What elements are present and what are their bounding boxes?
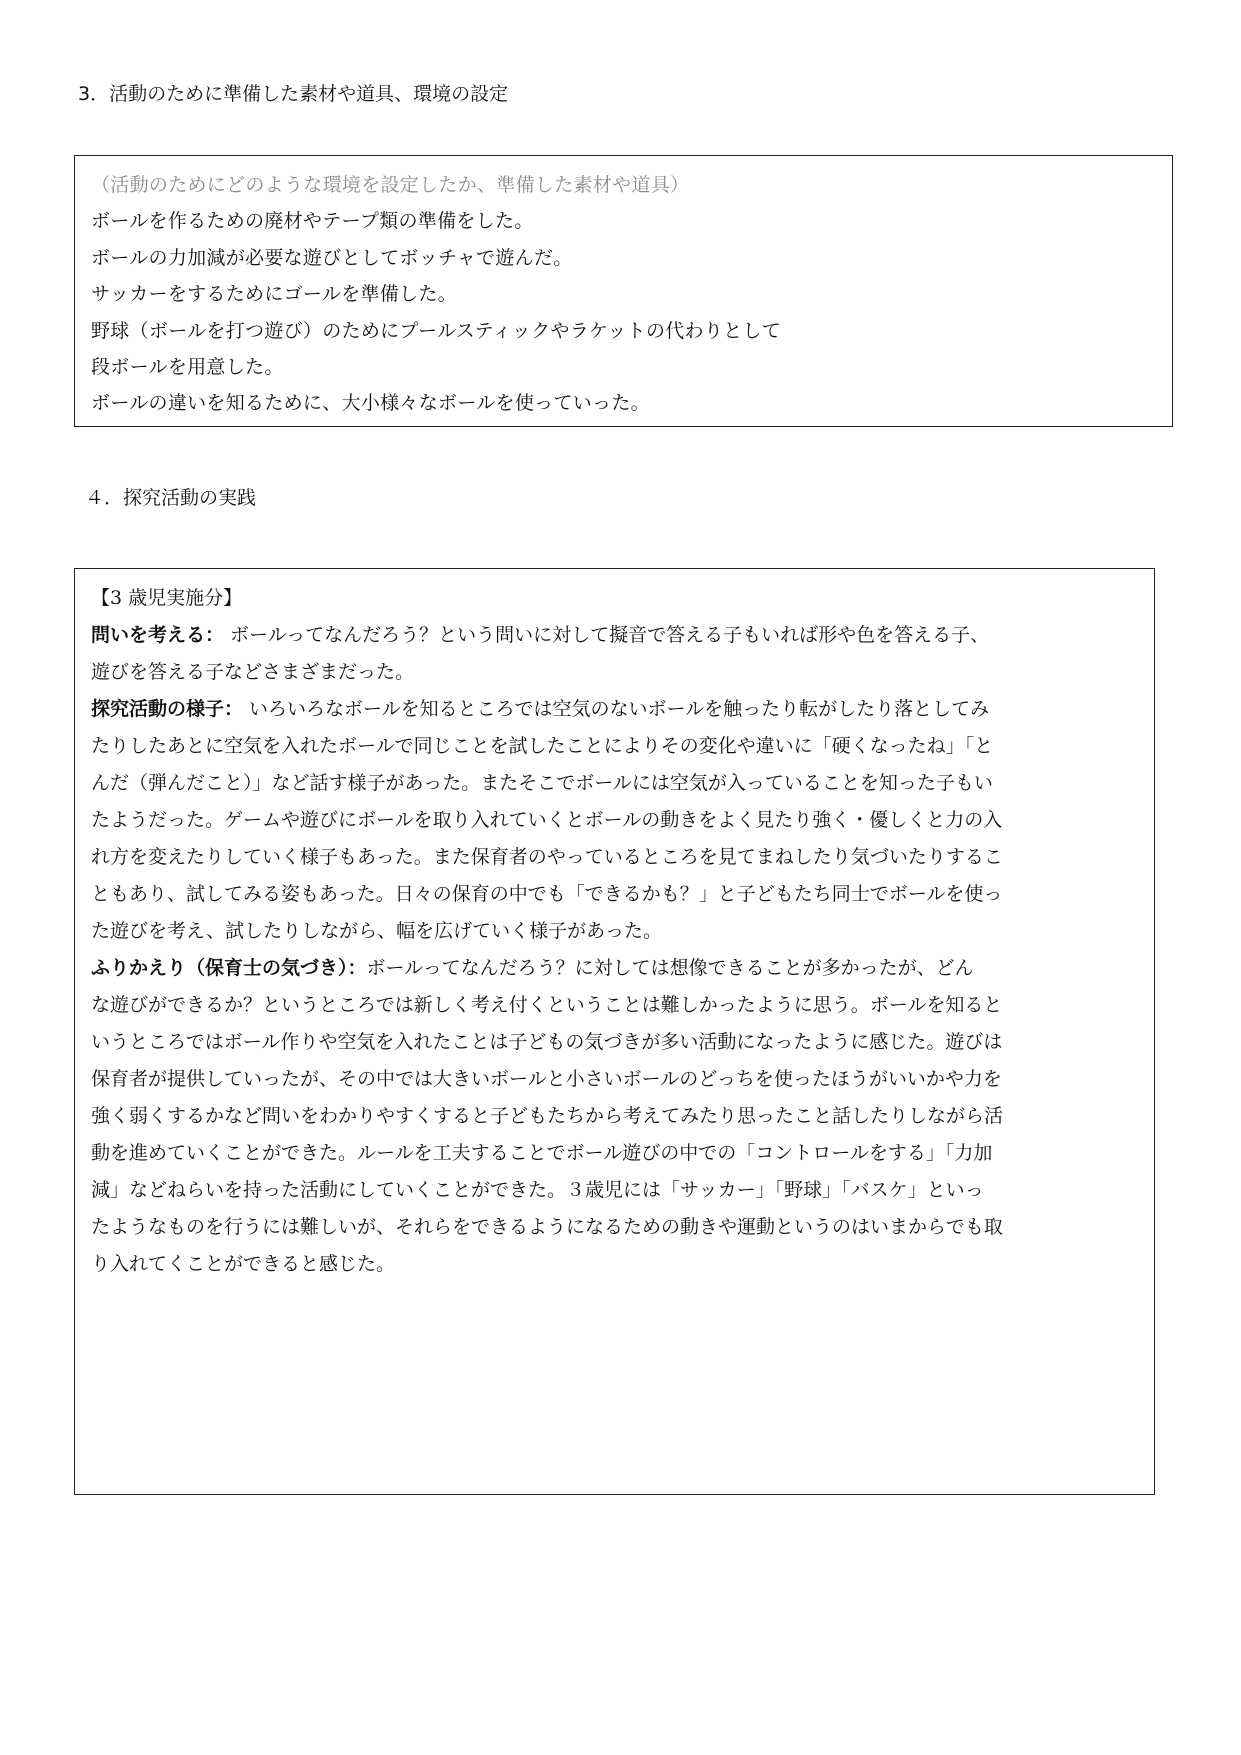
question-text: ボールってなんだろう？という問いに対して擬音で答える子もいれば形や色を答える子、 <box>224 624 990 646</box>
reflection-line: 保育者が提供していったが、その中では大きいボールと小さいボールのどっちを使ったほうがいいかや力を <box>91 1068 1002 1090</box>
materials-line: ボールの力加減が必要な遊びとしてボッチャで遊んだ。 <box>91 246 573 269</box>
materials-hint: （活動のためにどのような環境を設定したか、準備した素材や道具） <box>91 174 690 196</box>
reflection-line: いうところではボール作りや空気を入れたことは子どもの気づきが多い活動になったように感じた。遊びは <box>91 1031 1003 1053</box>
section-3-heading: 3．活動のために準備した素材や道具、環境の設定 <box>78 83 509 105</box>
question-label: 問いを考える： <box>91 624 225 646</box>
section-4-heading: ４．探究活動の実践 <box>85 487 257 509</box>
age-group-subheading: 【3 歳児実施分】 <box>91 587 243 609</box>
activity-line: れ方を変えたりしていく様子もあった。また保育者のやっているところを見てまねしたり気づいたりするこ <box>91 846 1003 868</box>
reflection-line: 動を進めていくことができた。ルールを工夫することでボール遊びの中での「コントロールをする」「力加 <box>91 1142 993 1164</box>
reflection-text: ボールってなんだろう？に対しては想像できることが多かったが、どん <box>366 957 974 979</box>
reflection-line: 強く弱くするかなど問いをわかりやすくすると子どもたちから考えてみたり思ったこと話したりしながら活 <box>91 1105 1004 1127</box>
question-line <box>91 617 1142 654</box>
materials-line: ボールを作るための廃材やテープ類の準備をした。 <box>91 210 534 233</box>
practice-box <box>74 568 1155 1495</box>
reflection-line: たようなものを行うには難しいが、それらをできるようになるための動きや運動というのはいまからでも取 <box>91 1216 1003 1238</box>
reflection-line: 減」などねらいを持った活動にしていくことができた。３歳児には「サッカー」「野球」「バスケ」といっ <box>91 1179 984 1201</box>
activity-text: いろいろなボールを知るところでは空気のないボールを触ったり転がしたり落としてみ <box>243 698 990 720</box>
materials-line: ボールの違いを知るために、大小様々なボールを使っていった。 <box>91 392 650 415</box>
activity-line: ともあり、試してみる姿もあった。日々の保育の中でも「できるかも？」と子どもたち同士でボールを使っ <box>91 883 1003 905</box>
activity-line: んだ（弾んだこと）」など話す様子があった。またそこでボールには空気が入っていることを知った子もい <box>91 772 993 794</box>
reflection-line: な遊びができるか？というところでは新しく考え付くということは難しかったように思う。ボールを知ると <box>91 994 1003 1016</box>
activity-line <box>91 691 1142 728</box>
reflection-label: ふりかえり（保育士の気づき）： <box>91 957 367 979</box>
activity-label: 探究活動の様子： <box>91 698 244 720</box>
materials-box <box>74 155 1173 427</box>
materials-line: 段ボールを用意した。 <box>91 356 284 379</box>
question-line: 遊びを答える子などさまざまだった。 <box>91 661 415 683</box>
activity-line: たりしたあとに空気を入れたボールで同じことを試したことによりその変化や違いに「硬くなったね」「と <box>91 735 994 757</box>
reflection-line: り入れてくことができると感じた。 <box>91 1253 396 1275</box>
materials-line: 野球（ボールを打つ遊び）のためにプールスティックやラケットの代わりとして <box>91 319 782 342</box>
reflection-line <box>91 950 1142 987</box>
activity-line: た遊びを考え、試したりしながら、幅を広げていく様子があった。 <box>91 920 662 942</box>
materials-line: サッカーをするためにゴールを準備した。 <box>91 283 457 306</box>
activity-line: たようだった。ゲームや遊びにボールを取り入れていくとボールの動きをよく見たり強く・優しくと力の入 <box>91 809 1003 831</box>
